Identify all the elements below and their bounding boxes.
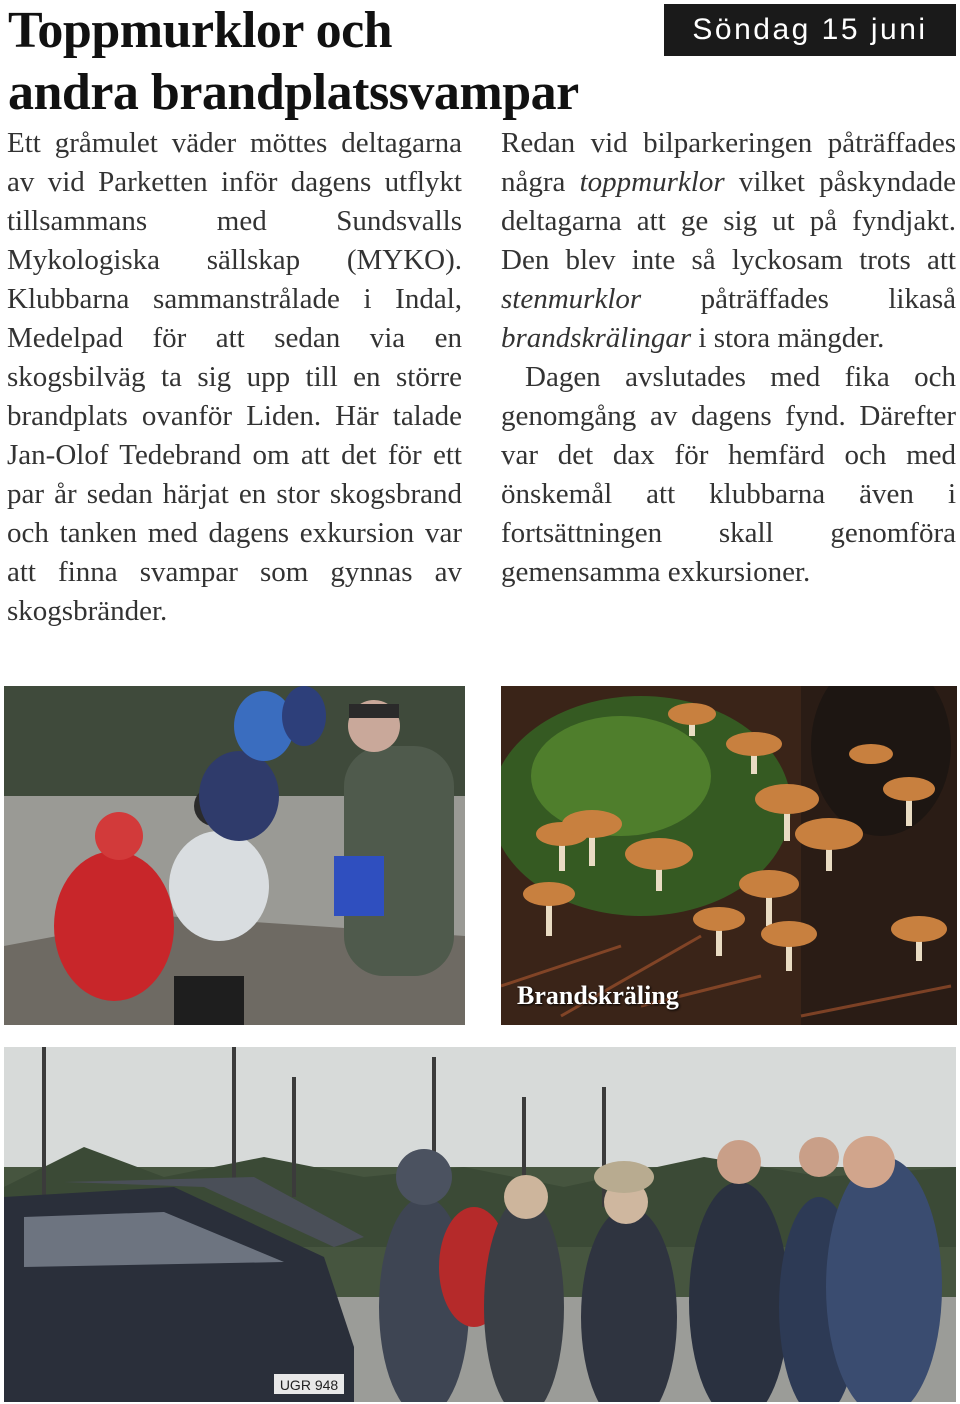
photo-picnic xyxy=(4,686,465,1025)
headline-line-2: andra brandplatssvampar xyxy=(8,64,579,121)
photo-mushrooms xyxy=(501,686,957,1025)
species-name: toppmurklor xyxy=(579,166,725,198)
article-headline xyxy=(8,0,579,124)
paragraph-finds xyxy=(501,124,956,358)
species-name: brandskrälingar xyxy=(501,322,692,354)
headline-line-1: Toppmurklor och xyxy=(8,2,393,59)
article-column-left xyxy=(7,124,462,631)
text-run: Redan vid bilparkeringen påträffades några xyxy=(501,127,956,198)
paragraph-ending: Dagen avslutades med fika och genomgång av dagens fynd. Därefter var det dax för hemfärd och med önskemål att klubbarna även i fortsättningen skall genomföra gemensamma exkursioner. xyxy=(501,361,956,588)
article-column-right xyxy=(501,124,956,592)
text-run: i stora mängder. xyxy=(691,322,885,354)
paragraph-intro: Ett gråmulet väder möttes deltagarna av vid Parketten inför dagens utflykt tillsammans med Sundsvalls Mykologiska sällskap (MYKO). Klubbarna sammanstrålade i Indal, Medelpad för att sedan via en skogsbilväg ta sig upp till en större brandplats ovanför Liden. Här talade Jan-Olof Tedebrand om att det för ett par år sedan härjat en stor skogsbrand och tanken med dagens exkursion var att finna svampar som gynnas av skogsbränder. xyxy=(7,127,462,627)
text-run: påträffades likaså xyxy=(641,283,956,315)
photo-group xyxy=(4,1047,956,1402)
date-badge: Söndag 15 juni xyxy=(664,4,956,56)
species-name: stenmurklor xyxy=(501,283,642,315)
text-run: vilket påskyndade deltagarna att ge sig ut på fyndjakt. Den blev inte så lyckosam trots att xyxy=(501,166,956,276)
photo-caption: Brandskräling xyxy=(517,981,679,1010)
license-plate: UGR 948 xyxy=(279,1377,339,1393)
